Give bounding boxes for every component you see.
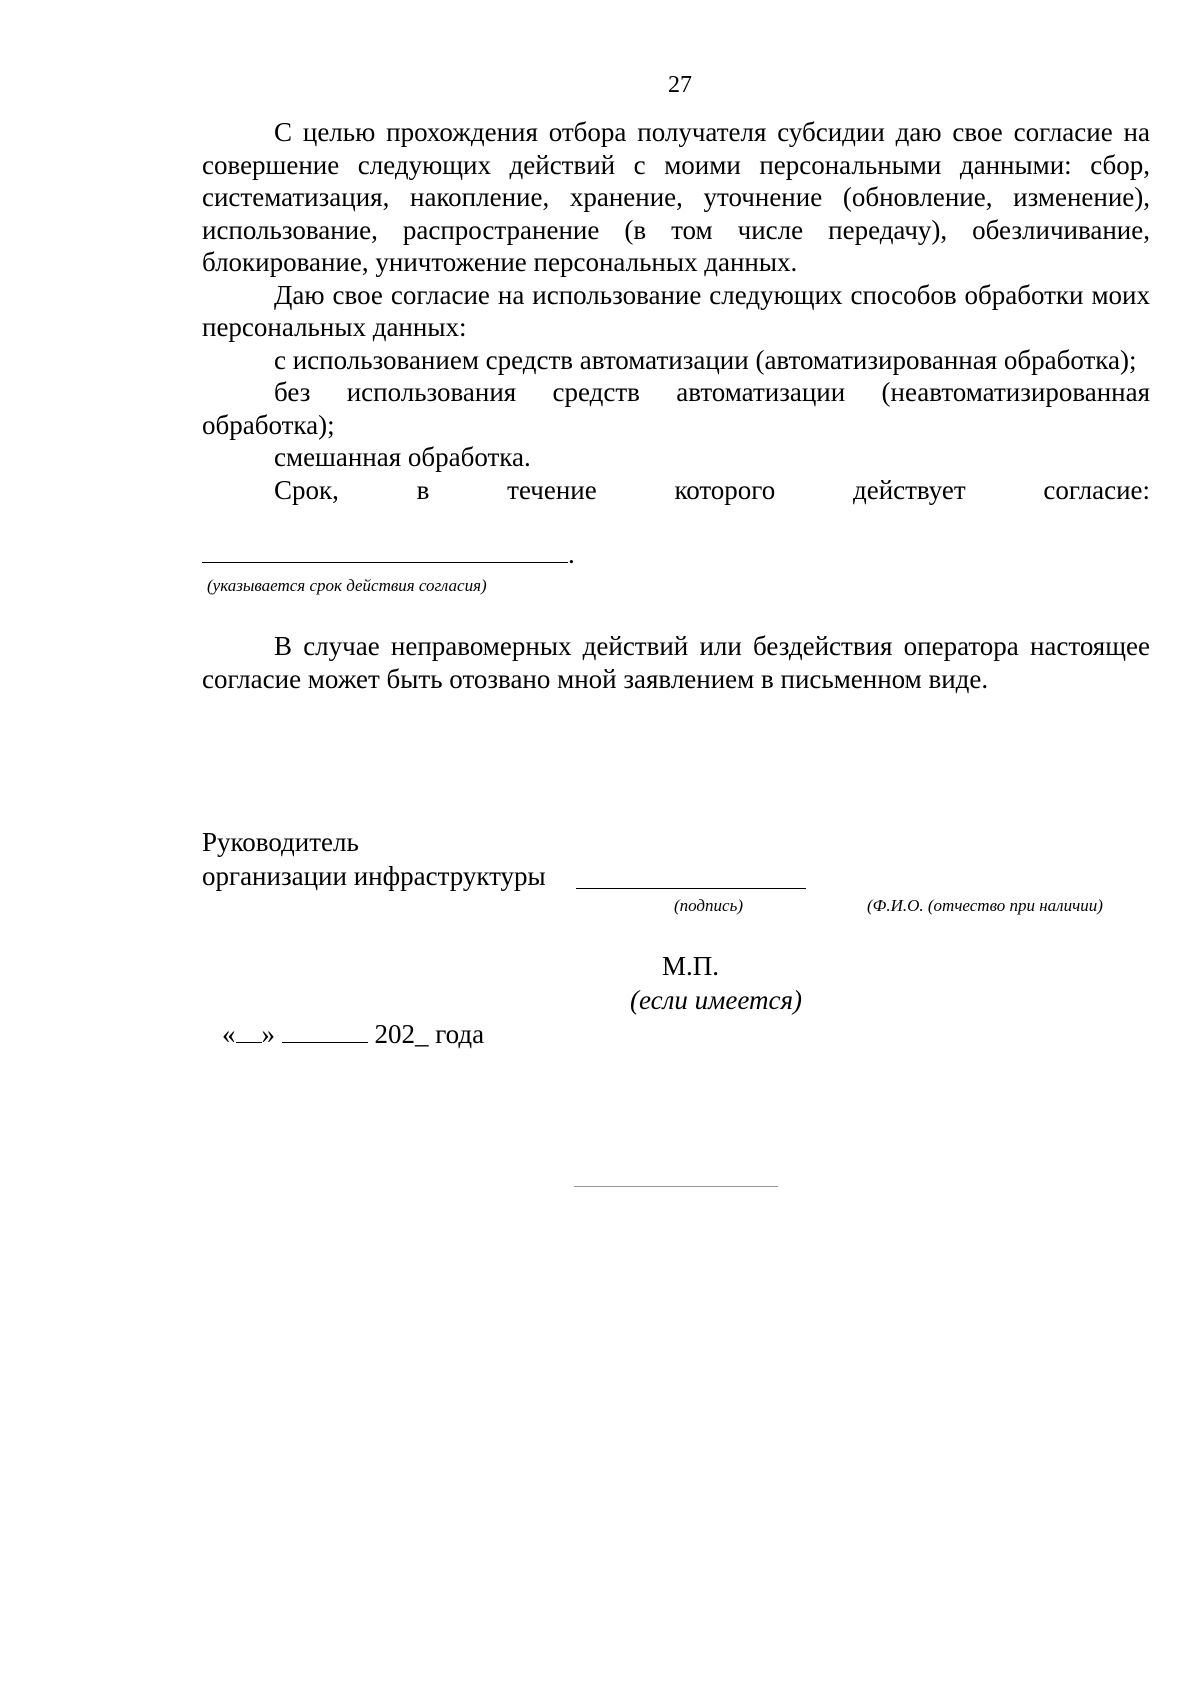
full-name-caption: (Ф.И.О. (отчество при наличии) — [867, 896, 1103, 915]
consent-term-blank[interactable] — [202, 536, 568, 563]
stamp-label: М.П. — [662, 951, 720, 981]
signature-caption: (подпись) — [674, 896, 743, 915]
consent-term-end: . — [568, 539, 575, 569]
stamp-note: (если имеется) — [630, 985, 802, 1015]
revocation-text — [202, 630, 1150, 695]
date-day-blank[interactable] — [236, 1016, 262, 1043]
signer-organization: организации инфраструктуры — [202, 861, 546, 891]
date-open-quote: « — [222, 1019, 236, 1049]
page-number: 27 — [668, 72, 692, 98]
date-year-text: 202_ года — [374, 1019, 485, 1049]
consent-methods-paragraph: Даю свое согласие на использование следующих способов обработки моих персональных данных: — [202, 279, 1150, 342]
date-close-quote: » — [261, 1019, 275, 1049]
consent-text — [202, 116, 1150, 506]
method-non-automated: без использования средств автоматизации (неавтоматизированная обработка); — [202, 377, 1150, 440]
signature-blank[interactable] — [576, 888, 806, 889]
method-mixed: смешанная обработка. — [274, 442, 531, 472]
consent-term-caption: (указывается срок действия согласия) — [207, 576, 487, 595]
method-automated: с использованием средств автоматизации (автоматизированная обработка); — [274, 344, 1137, 375]
consent-actions-paragraph: С целью прохождения отбора получателя субсидии даю свое согласие на совершение следующих действий с моими персональными данными: сбор, систематизация, накопление, хранение, уточнение (обновление, изменение), использование, распространение (в том числе передачу), обезличивание, блокирование, уничтожение персональных данных. — [202, 117, 1150, 277]
end-rule — [574, 1186, 778, 1187]
consent-term-field — [202, 536, 575, 570]
date-line — [222, 1016, 484, 1050]
consent-term-paragraph: Срок, в течение которого действует согласие: — [274, 474, 1150, 505]
date-month-blank[interactable] — [282, 1016, 368, 1043]
revocation-paragraph: В случае неправомерных действий или бездействия оператора настоящее согласие может быть отозвано мной заявлением в письменном виде. — [202, 631, 1150, 694]
signer-title: Руководитель — [202, 827, 359, 857]
